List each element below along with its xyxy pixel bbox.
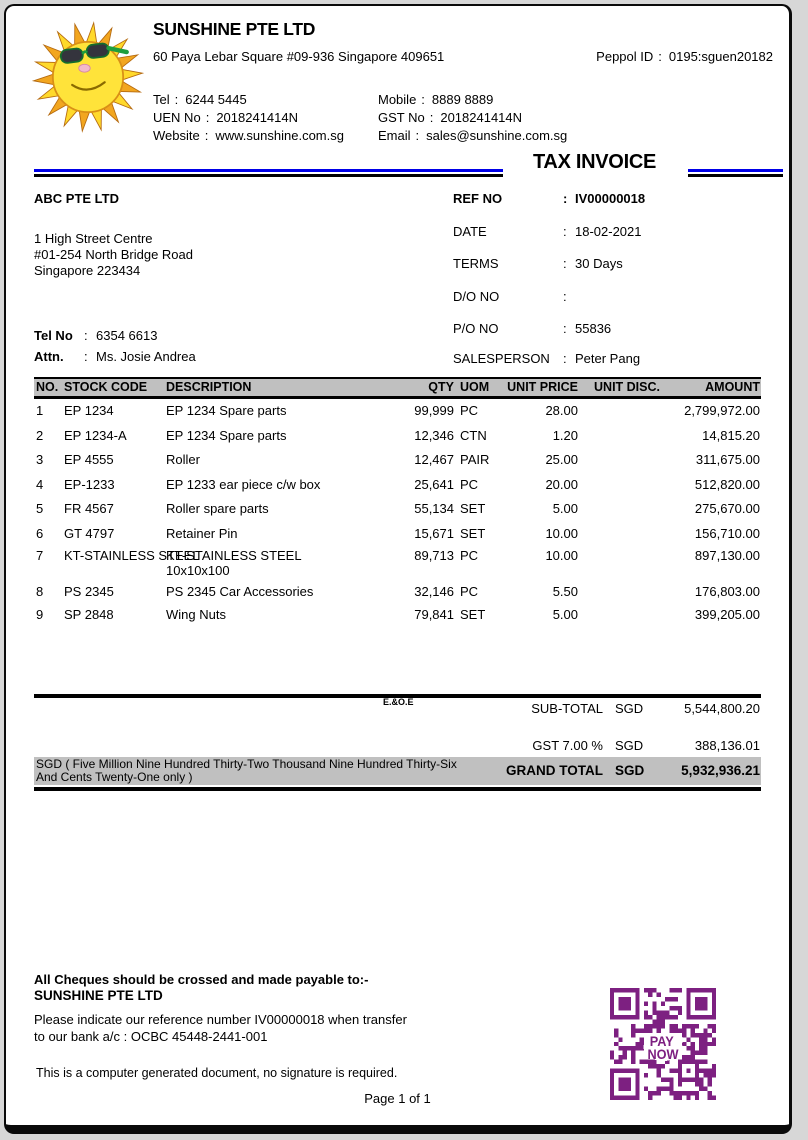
customer-address: 1 High Street Centre #01-254 North Bridge Road Singapore 223434 — [34, 231, 193, 278]
item-row: 7 KT-STAINLESS STEEL KT-STAINLESS STEEL 10x10x100 89,713 PC 10.00 897,130.00 — [36, 548, 760, 578]
sun-logo-icon — [32, 19, 144, 135]
header-unit-price: UNIT PRICE — [507, 380, 578, 394]
gst-row — [34, 738, 761, 754]
title-rule-right — [688, 169, 783, 177]
company-gst: GST No : 2018241414N — [378, 110, 523, 125]
document-title: TAX INVOICE — [533, 151, 657, 173]
invoice-page — [4, 4, 792, 1134]
company-uen: UEN No : 2018241414N — [153, 110, 299, 125]
customer-tel: Tel No : 6354 6613 — [34, 328, 158, 343]
gst-label: GST 7.00 % — [532, 738, 603, 753]
header-description: DESCRIPTION — [166, 380, 252, 394]
grand-total-banner — [34, 757, 761, 785]
page-number: Page 1 of 1 — [364, 1091, 431, 1106]
company-name: SUNSHINE PTE LTD — [153, 19, 316, 39]
item-row: 6 GT 4797 Retainer Pin 15,671 SET 10.00 156,710.00 — [36, 526, 760, 541]
computer-generated-note: This is a computer generated document, no signature is required. — [36, 1066, 398, 1080]
header-qty: QTY — [428, 380, 454, 394]
item-row: 2 EP 1234-A EP 1234 Spare parts 12,346 CTN 1.20 14,815.20 — [36, 428, 760, 443]
meta-do-no: D/O NO : — [453, 289, 567, 304]
item-row: 8 PS 2345 PS 2345 Car Accessories 32,146 PC 5.50 176,803.00 — [36, 584, 760, 599]
reference-note-line2: to our bank a/c : OCBC 45448-2441-001 — [34, 1029, 268, 1044]
gst-amount: 388,136.01 — [694, 738, 760, 753]
svg-text:PAY: PAY — [649, 1033, 674, 1050]
customer-name: ABC PTE LTD — [34, 191, 119, 206]
cheque-payee-name: SUNSHINE PTE LTD — [34, 988, 163, 1003]
amount-in-words: SGD ( Five Million Nine Hundred Thirty-Two Thousand Nine Hundred Thirty-Six And Cents Twenty-One only ) — [36, 757, 457, 784]
meta-salesperson: SALESPERSON : Peter Pang — [453, 351, 641, 366]
gst-currency: SGD — [615, 738, 644, 753]
header-unit-disc: UNIT DISC. — [594, 380, 660, 394]
company-mobile: Mobile : 8889 8889 — [378, 92, 494, 107]
totals-bottom-rule — [34, 787, 761, 791]
subtotal-row — [34, 701, 761, 717]
customer-attn: Attn. : Ms. Josie Andrea — [34, 349, 196, 364]
cheque-note-line1: All Cheques should be crossed and made payable to:- — [34, 972, 369, 987]
subtotal-currency: SGD — [615, 701, 644, 716]
item-row: 5 FR 4567 Roller spare parts 55,134 SET 5.00 275,670.00 — [36, 501, 760, 516]
item-row: 4 EP-1233 EP 1233 ear piece c/w box 25,641 PC 20.00 512,820.00 — [36, 477, 760, 492]
paynow-qr-code — [610, 988, 716, 1100]
header-uom: UOM — [460, 380, 490, 394]
subtotal-label: SUB-TOTAL — [531, 701, 603, 716]
company-tel: Tel : 6244 5445 — [153, 92, 247, 107]
grand-total-label: GRAND TOTAL — [506, 763, 603, 778]
meta-ref-no: REF NO : IV00000018 — [453, 191, 646, 206]
item-row: 1 EP 1234 EP 1234 Spare parts 99,999 PC 28.00 2,799,972.00 — [36, 403, 760, 418]
meta-date: DATE : 18-02-2021 — [453, 224, 642, 239]
eoe-note: E.&O.E — [383, 697, 414, 707]
header-amount: AMOUNT — [705, 380, 760, 394]
grand-total-currency: SGD — [615, 763, 645, 778]
title-rule-left — [34, 169, 503, 177]
reference-note-line1: Please indicate our reference number IV00000018 when transfer — [34, 1012, 407, 1027]
grand-total-amount: 5,932,936.21 — [681, 763, 760, 778]
item-row: 9 SP 2848 Wing Nuts 79,841 SET 5.00 399,205.00 — [36, 607, 760, 622]
item-row: 3 EP 4555 Roller 12,467 PAIR 25.00 311,675.00 — [36, 452, 760, 467]
meta-po-no: P/O NO : 55836 — [453, 321, 612, 336]
svg-text:NOW: NOW — [647, 1046, 679, 1062]
subtotal-amount: 5,544,800.20 — [684, 701, 760, 716]
table-header — [34, 377, 761, 399]
company-email: Email : sales@sunshine.com.sg — [378, 128, 568, 143]
header-no: NO. — [36, 380, 59, 394]
header-stock-code: STOCK CODE — [64, 380, 148, 394]
company-website: Website : www.sunshine.com.sg — [153, 128, 344, 143]
company-address: 60 Paya Lebar Square #09-936 Singapore 409651 — [153, 49, 445, 64]
meta-terms: TERMS : 30 Days — [453, 256, 623, 271]
peppol-id: Peppol ID : 0195:sguen20182 — [596, 49, 773, 64]
